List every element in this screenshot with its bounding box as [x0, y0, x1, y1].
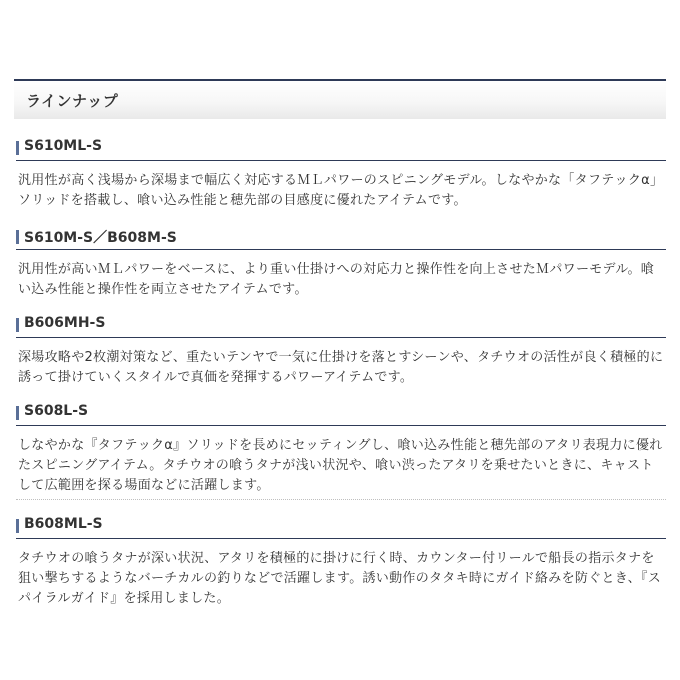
heading-marker [16, 406, 19, 420]
heading-marker [16, 230, 19, 244]
section-title: ラインナップ [26, 92, 119, 110]
model-name: B606MH-S [24, 315, 106, 331]
model-description: 深場攻略や2枚潮対策など、重たいテンヤで一気に仕掛けを落とすシーンや、タチウオの活性が良く積極的に誘って掛けていくスタイルで真価を発揮するパワーアイテムです。 [18, 350, 664, 385]
heading-marker [16, 141, 19, 155]
model-name: S608L-S [24, 403, 89, 419]
heading-marker [16, 318, 19, 332]
model-heading [16, 315, 666, 338]
model-block-b608ml-s [16, 516, 666, 609]
model-block-s610m-s-b608m-s [16, 227, 666, 300]
dotted-divider [16, 499, 666, 500]
model-block-s610ml-s [16, 138, 666, 211]
model-heading [16, 516, 666, 539]
model-name: B608ML-S [24, 516, 103, 532]
model-name: S610ML-S [24, 138, 103, 154]
model-block-s608l-s [16, 403, 666, 496]
model-heading [16, 403, 666, 426]
model-description: 汎用性が高く浅場から深場まで幅広く対応するＭＬパワーのスピニングモデル。しなやかな「タフテックα」ソリッドを搭載し、喰い込み性能と穂先部の目感度に優れたアイテムです。 [18, 173, 664, 208]
model-description: 汎用性が高いＭＬパワーをベースに、より重い仕掛けへの対応力と操作性を向上させたＭパワーモデル。喰い込み性能と操作性を両立させたアイテムです。 [18, 262, 655, 297]
model-block-b606mh-s [16, 315, 666, 388]
heading-marker [16, 519, 19, 533]
model-name: S610M-S／B608M-S [24, 230, 177, 246]
model-heading [16, 138, 666, 161]
model-description: タチウオの喰うタナが深い状況、アタリを積極的に掛けに行く時、カウンター付リールで船長の指示タナを狙い撃ちするようなバーチカルの釣りなどで活躍します。誘い動作のタタキ時にガイド絡みを防ぐとき、『スパイラルガイド』を採用しました。 [18, 551, 661, 606]
model-description: しなやかな『タフテックα』ソリッドを長めにセッティングし、喰い込み性能と穂先部のアタリ表現力に優れたスピニングアイテム。タチウオの喰うタナが浅い状況や、喰い渋ったアタリを乗せたいときに、キャストして広範囲を探る場面などに活躍します。 [18, 438, 663, 493]
section-header [14, 79, 666, 119]
model-heading [16, 227, 666, 250]
